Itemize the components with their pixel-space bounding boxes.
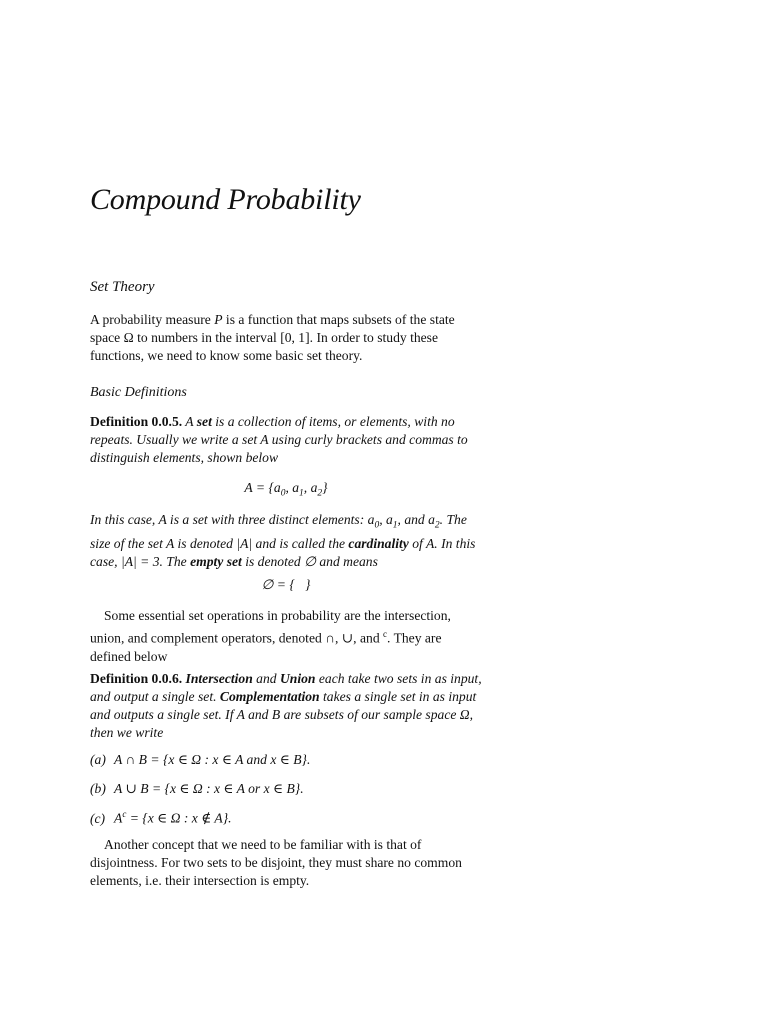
empty-set-equation: ∅ = { }: [261, 577, 311, 592]
set-equation: $A = \{a_0$, $a_1$, $a_2$}: [244, 480, 328, 499]
definition-0-0-5: Definition 0.0.5. A set is a collection of items, or elements, with no repeats. Usually we write a set A using curly brackets and commas to distinguish elements, shown below: [90, 414, 468, 465]
chapter-title: Compound Probability: [90, 183, 361, 216]
list-item: (b) A ∪ B = {x ∈ Ω : x ∈ A or x ∈ B}.: [90, 781, 304, 796]
subsection-title: Basic Definitions: [90, 385, 187, 400]
operations-paragraph: Some essential set operations in probability are the intersection, union, and complement operators, denoted ∩, ∪, and $^c$. They are defined below: [90, 608, 451, 664]
intro-paragraph: A probability measure P is a function that maps subsets of the state space Ω to numbers in the interval [0, 1]. In order to study these functions, we need to know some basic set theory.: [90, 312, 455, 363]
definition-heading: Definition 0.0.6.: [90, 671, 183, 686]
list-item: (c) $A^c = \{x$ ∈ Ω : x ∉ A}.: [90, 809, 232, 826]
disjointness-paragraph: Another concept that we need to be familiar with is that of disjointness. For two sets to be disjoint, they must share no common elements, i.e. their intersection is empty.: [90, 837, 462, 888]
list-item: (a) A ∩ B = {x ∈ Ω : x ∈ A and x ∈ B}.: [90, 752, 311, 767]
definition-heading: Definition 0.0.5.: [90, 414, 183, 429]
section-title: Set Theory: [90, 279, 155, 295]
definition-0-0-6: Definition 0.0.6. Intersection and Union each take two sets in as input, and output a single set. Complementation takes a single set in as input and outputs a single set. If A and B are subsets of our sample space Ω, then we write: [90, 671, 482, 740]
definition-0-0-5-continued: In this case, A is a set with three distinct elements: $a_0$, $a_1$, and $a_2$. The size of the set A is denoted |A| and is called the cardinality of A. In this case, |A| = 3. The empty set is denoted ∅ and means: [90, 512, 476, 569]
